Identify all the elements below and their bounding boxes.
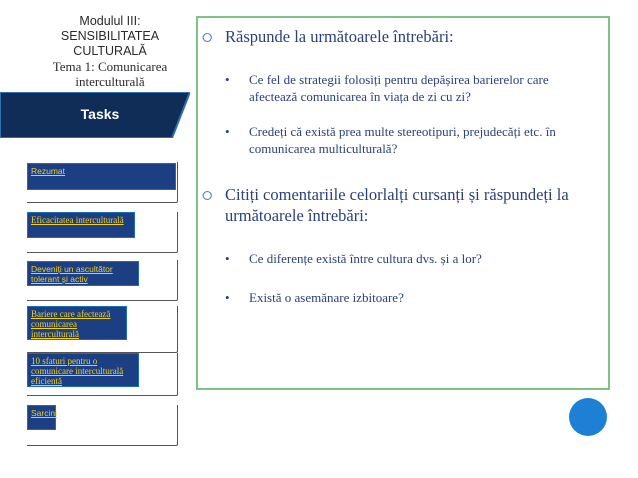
- question-2: [202, 184, 580, 226]
- q1-item-2: [225, 123, 579, 157]
- module-header: [30, 14, 190, 89]
- question-1-text: Răspunde la următoarele întrebări:: [225, 27, 454, 46]
- question-1: [202, 26, 595, 47]
- bullet-icon: •: [225, 72, 230, 87]
- q2-item-2-text: Există o asemănare izbitoare?: [249, 290, 404, 305]
- nav-item-sarcini[interactable]: Sarcini: [27, 405, 56, 430]
- module-subtitle: SENSIBILITATEA: [60, 29, 160, 43]
- square-bullet-icon: ⭘: [202, 188, 213, 203]
- nav-item-bariere[interactable]: Bariere care afectează comunicarea interculturală: [27, 306, 127, 340]
- module-subtitle-2: CULTURALĂ: [73, 44, 147, 58]
- nav-item-sfaturi[interactable]: 10 sfaturi pentru o comunicare interculturală eficientă: [27, 353, 139, 387]
- topic-title-2: interculturală: [75, 74, 145, 89]
- square-bullet-icon: ⭘: [202, 30, 213, 45]
- question-2-text: Citiți comentariile celorlalți cursanți și răspundeți la următoarele întrebări:: [225, 185, 569, 225]
- q2-item-1: [225, 250, 579, 267]
- bullet-icon: •: [225, 251, 230, 266]
- q1-item-2-text: Credeți că există prea multe stereotipuri, prejudecăți etc. în comunicarea multiculturală?: [249, 124, 556, 156]
- nav-item-rezumat[interactable]: Rezumat: [27, 163, 176, 190]
- bullet-icon: •: [225, 124, 230, 139]
- content-panel: [196, 16, 610, 390]
- q2-item-2: [225, 289, 579, 306]
- topic-title: Tema 1: Comunicarea: [52, 59, 168, 74]
- tasks-label: Tasks: [80, 106, 120, 122]
- module-title: Modulul III:: [79, 14, 141, 28]
- nav-item-ascultator[interactable]: Deveniți un ascultător tolerant și activ: [27, 261, 139, 286]
- q1-item-1: [225, 71, 579, 105]
- nav-item-eficacitatea[interactable]: Eficacitatea interculturală: [27, 212, 135, 238]
- bullet-icon: •: [225, 290, 230, 305]
- q1-item-1-text: Ce fel de strategii folosiți pentru depășirea barierelor care afectează comunicarea în viața de zi cu zi?: [249, 72, 549, 104]
- blue-circle-button[interactable]: [569, 398, 607, 436]
- q2-item-1-text: Ce diferențe există între cultura dvs. și a lor?: [249, 251, 482, 266]
